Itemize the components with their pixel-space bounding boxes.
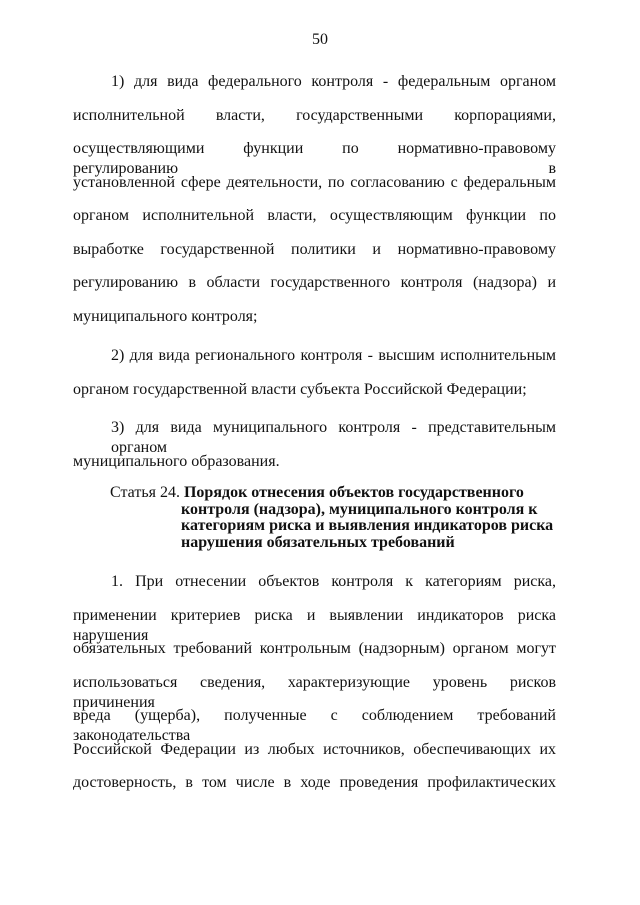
text-line: 2) для вида регионального контроля - высшим исполнительным [111, 347, 556, 364]
text-line: осуществляющими функции по нормативно-правовому регулированию в [73, 140, 556, 177]
article-title-line: нарушения обязательных требований [181, 533, 455, 551]
article-title-line: категориям риска и выявления индикаторов риска [181, 517, 554, 534]
text-line: установленной сфере деятельности, по согласованию с федеральным [73, 173, 556, 191]
text-line: использоваться сведения, характеризующие уровень рисков причинения [73, 673, 556, 711]
text-line: достоверность, в том числе в ходе проведения профилактических [73, 774, 556, 791]
text-line: муниципального контроля; [73, 307, 258, 325]
text-line: 3) для вида муниципального контроля - представительным органом [111, 419, 556, 456]
text-line: применении критериев риска и выявлении индикаторов риска нарушения [73, 606, 556, 644]
article-number: Статья 24. [110, 484, 180, 501]
article-title-line: Порядок отнесения объектов государственного [183, 484, 524, 501]
text-line: исполнительной власти, государственными корпорациями, [73, 106, 556, 124]
text-line: выработке государственной политики и нормативно-правовому [73, 240, 556, 258]
paragraph-federal-control [73, 72, 556, 340]
text-line: 1. При отнесении объектов контроля к категориям риска, [111, 573, 556, 590]
text-line: Российской Федерации из любых источников, обеспечивающих их [73, 740, 556, 758]
page-number: 50 [312, 31, 328, 48]
text-line: муниципального образования. [73, 452, 280, 470]
article-heading [110, 484, 554, 551]
text-line: органом государственной власти субъекта Российской Федерации; [73, 380, 527, 398]
text-line: обязательных требований контрольным (надзорным) органом могут [73, 640, 556, 657]
text-line: органом исполнительной власти, осуществляющим функции по [73, 207, 556, 224]
paragraph-risk-categories [73, 572, 556, 807]
paragraph-municipal-control [73, 418, 556, 485]
text-line: регулированию в области государственного контроля (надзора) и [73, 274, 556, 291]
paragraph-regional-control [73, 346, 556, 413]
text-line: вреда (ущерба), полученные с соблюдением требований законодательства [73, 707, 556, 744]
article-title-line: контроля (надзора), муниципального контроля к [181, 500, 538, 518]
text-line: 1) для вида федерального контроля - федеральным органом [111, 73, 556, 90]
